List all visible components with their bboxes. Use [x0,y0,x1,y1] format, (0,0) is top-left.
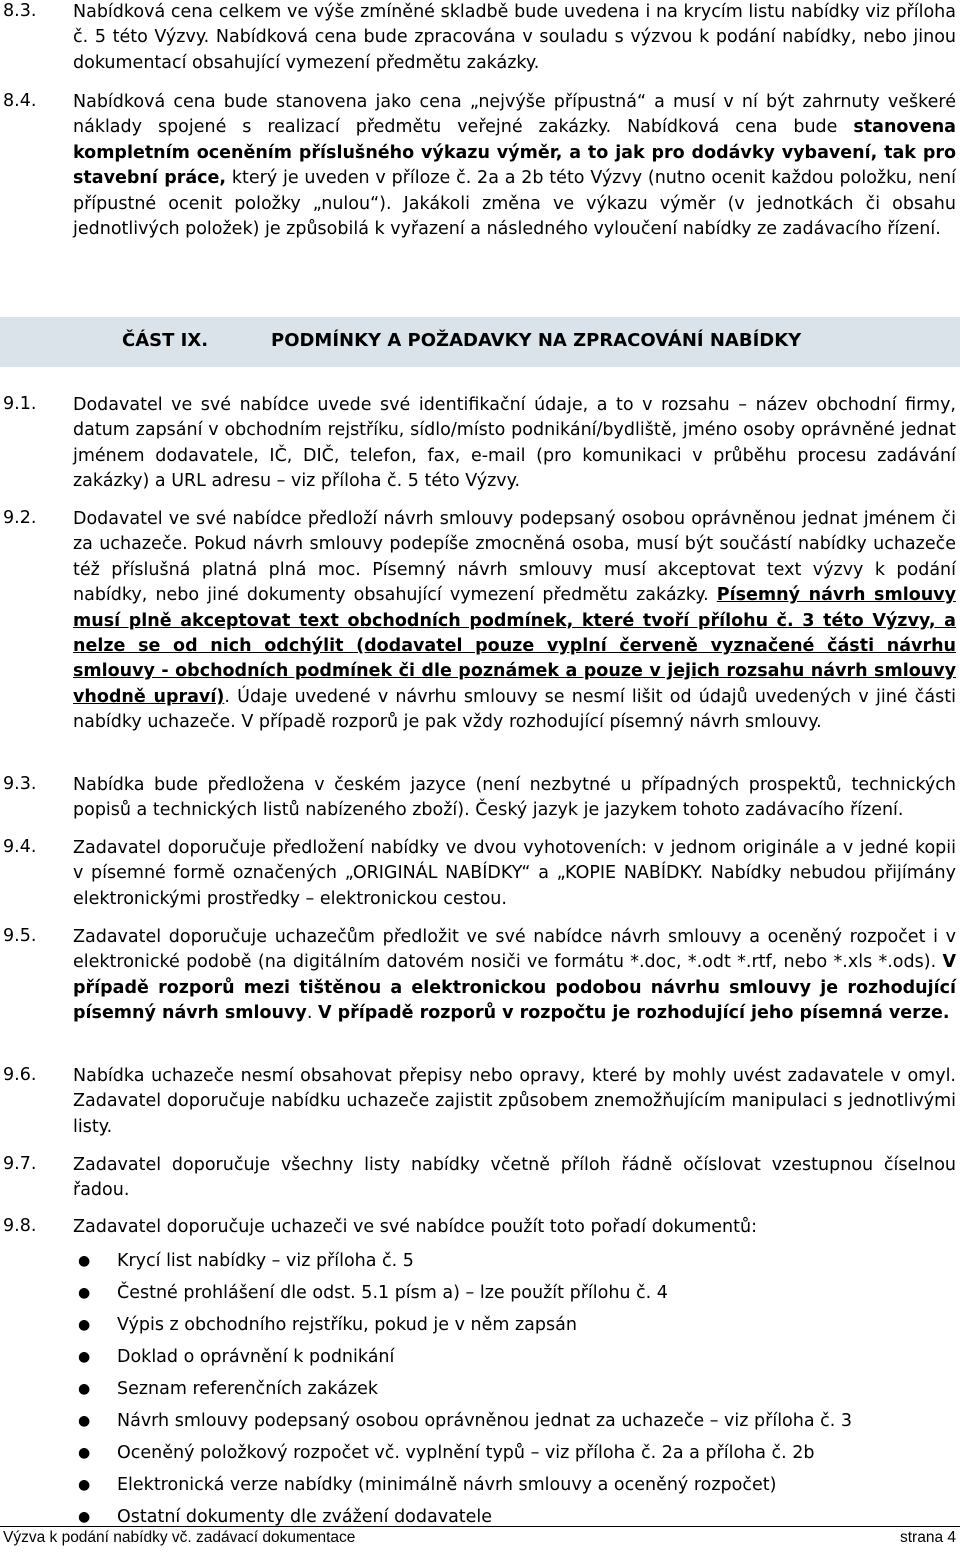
section-text: Zadavatel doporučuje předložení nabídky ve dvou vyhotoveních: v jednom originále a v jedné kopii v písemné formě označených „ORIGINÁL NABÍDKY“ a „KOPIE NABÍDKY. Nabídky nebudou přijímány elektronickými prostředky – elektronickou cestou. [73,838,956,909]
section-9-6 [0,1064,956,1140]
section-text: Zadavatel doporučuje uchazeči ve své nabídce použít toto pořadí dokumentů: [73,1217,757,1237]
section-text [73,507,956,736]
section-text [73,925,956,1027]
section-number: 9.7. [3,1154,37,1174]
bullet-icon: ● [78,1413,91,1429]
section-text: Zadavatel doporučuje všechny listy nabídky včetně příloh řádně očíslovat vzestupnou číselnou řadou. [73,1155,956,1201]
list-item [0,1469,960,1501]
list-item-text: Čestné prohlášení dle odst. 5.1 písm a) – lze použít přílohu č. 4 [117,1283,668,1303]
section-number: 9.1. [3,394,37,414]
text-run: . [306,1003,318,1024]
text-run: Dodavatel ve své nabídce předloží návrh smlouvy podepsaný osobou oprávněnou jednat jménem či za uchazeče. Pokud návrh smlouvy podepíše zmocněná osoba, musí být součástí nabídky uchazeče též příslušná platná plná moc. Písemný návrh smlouvy musí akceptovat text výzvy k podání nabídky, nebo jiné dokumenty obsahující vymezení předmětu zakázky. [73,509,956,606]
section-text: Dodavatel ve své nabídce uvede své identifikační údaje, a to v rozsahu – název obchodní firmy, datum zapsání v obchodním rejstříku, sídlo/místo podnikání/bydliště, jméno osoby oprávněné jednat jménem dodavatele, IČ, DIČ, telefon, fax, e-mail (pro komunikaci v průběhu procesu zadávání zakázky) a URL adresu – viz příloha č. 5 této Výzvy. [73,395,956,492]
section-number: 9.4. [3,837,37,857]
document-order-list [0,1245,960,1533]
list-item-text: Ostatní dokumenty dle zvážení dodavatele [117,1507,493,1527]
bullet-icon: ● [78,1477,91,1493]
section-8-4 [0,90,956,242]
bullet-icon: ● [78,1253,91,1269]
section-number: 9.2. [3,508,37,528]
bullet-icon: ● [78,1349,91,1365]
bullet-icon: ● [78,1317,91,1333]
list-item [0,1437,960,1469]
list-item-text: Elektronická verze nabídky (minimálně návrh smlouvy a oceněný rozpočet) [117,1475,777,1495]
footer-document-title: Výzva k podání nabídky vč. zadávací dokumentace [3,1529,356,1546]
bullet-icon: ● [78,1381,91,1397]
list-item-text: Krycí list nabídky – viz příloha č. 5 [117,1251,414,1271]
section-number: 9.6. [3,1065,37,1085]
section-9-1 [0,393,956,495]
part-label: ČÁST IX. [122,330,209,351]
section-number: 9.3. [3,774,37,794]
section-9-8 [0,1215,956,1240]
section-9-7 [0,1153,956,1204]
bold-run: stanovena kompletním oceněním příslušného výkazu výměr, a to jak pro dodávky vybavení, tak pro stavební práce, [73,117,956,189]
text-run: Zadavatel doporučuje uchazečům předložit ve své nabídce návrh smlouvy a oceněný rozpočet i v elektronické podobě (na digitálním datovém nosiči ve formátu *.doc, *.odt *.rtf, nebo *.xls *.ods). [73,927,956,973]
section-9-2 [0,507,956,736]
list-item-text: Doklad o oprávnění k podnikání [117,1347,395,1367]
section-number: 9.5. [3,926,37,946]
section-9-5 [0,925,956,1027]
list-item [0,1309,960,1341]
list-item-text: Oceněný položkový rozpočet vč. vyplnění typů – viz příloha č. 2a a příloha č. 2b [117,1443,815,1463]
part-title: PODMÍNKY A POŽADAVKY NA ZPRACOVÁNÍ NABÍDKY [271,330,802,351]
section-9-3 [0,773,956,824]
page-footer [0,1526,960,1552]
section-number: 8.4. [3,91,37,111]
section-number: 8.3. [3,1,37,21]
list-item [0,1341,960,1373]
section-text: Nabídková cena celkem ve výše zmíněné skladbě bude uvedena i na krycím listu nabídky viz příloha č. 5 této Výzvy. Nabídková cena bude zpracována v souladu s výzvou k podání nabídky, nebo jinou dokumentací obsahující vymezení předmětu zakázky. [73,2,956,73]
list-item-text: Návrh smlouvy podepsaný osobou oprávněnou jednat za uchazeče – viz příloha č. 3 [117,1411,853,1431]
bold-run: V případě rozporů mezi tištěnou a elektronickou podobou návrhu smlouvy je rozhodující písemný návrh smlouvy [73,952,956,1024]
list-item-text: Seznam referenčních zakázek [117,1379,379,1399]
list-item [0,1405,960,1437]
section-8-3 [0,0,956,76]
section-text: Nabídka uchazeče nesmí obsahovat přepisy nebo opravy, které by mohly uvést zadavatele v omyl. Zadavatel doporučuje nabídku uchazeče zajistit způsobem znemožňujícím manipulaci s jednotlivými listy. [73,1066,956,1137]
list-item [0,1277,960,1309]
section-9-4 [0,836,956,912]
section-banner [0,317,960,367]
page-number: strana 4 [899,1529,956,1546]
text-run: který je uveden v příloze č. 2a a 2b této Výzvy (nutno ocenit každou položku, není přípustné ocenit položky „nulou“). Jakákoli změna ve výkazu výměr (v jednotkách či obsahu jednotlivých položek) je způsobilá k vyřazení a následného vyloučení nabídky ze zadávacího řízení. [73,168,956,240]
text-run: Nabídková cena bude stanovena jako cena „nejvýše přípustná“ a musí v ní být zahrnuty veškeré náklady spojené s realizací předmětu veřejné zakázky. Nabídková cena bude [73,92,956,138]
text-run: . Údaje uvedené v návrhu smlouvy se nesmí lišit od údajů uvedených v jiné části nabídky uchazeče. V případě rozporů je pak vždy rozhodující písemný návrh smlouvy. [73,686,956,733]
list-item [0,1245,960,1277]
section-text: Nabídka bude předložena v českém jazyce (není nezbytné u případných prospektů, technických popisů a technických listů nabízeného zboží). Český jazyk je jazykem tohoto zadávacího řízení. [73,775,956,821]
underlined-run: Písemný návrh smlouvy musí plně akceptovat text obchodních podmínek, které tvoří přílohu č. 3 této Výzvy, a nelze se od nich odchýlit (dodavatel pouze vyplní červeně vyznačené části návrhu smlouvy - obchodních podmínek či dle poznámek a pouze v jejich rozsahu návrh smlouvy vhodně upraví) [73,585,956,707]
bullet-icon: ● [78,1285,91,1301]
list-item [0,1373,960,1405]
bullet-icon: ● [78,1445,91,1461]
section-number: 9.8. [3,1216,37,1236]
list-item-text: Výpis z obchodního rejstříku, pokud je v něm zapsán [117,1315,577,1335]
bold-run: V případě rozporů v rozpočtu je rozhodující jeho písemná verze. [317,1003,950,1024]
section-text [73,90,956,242]
bullet-icon: ● [78,1509,91,1525]
